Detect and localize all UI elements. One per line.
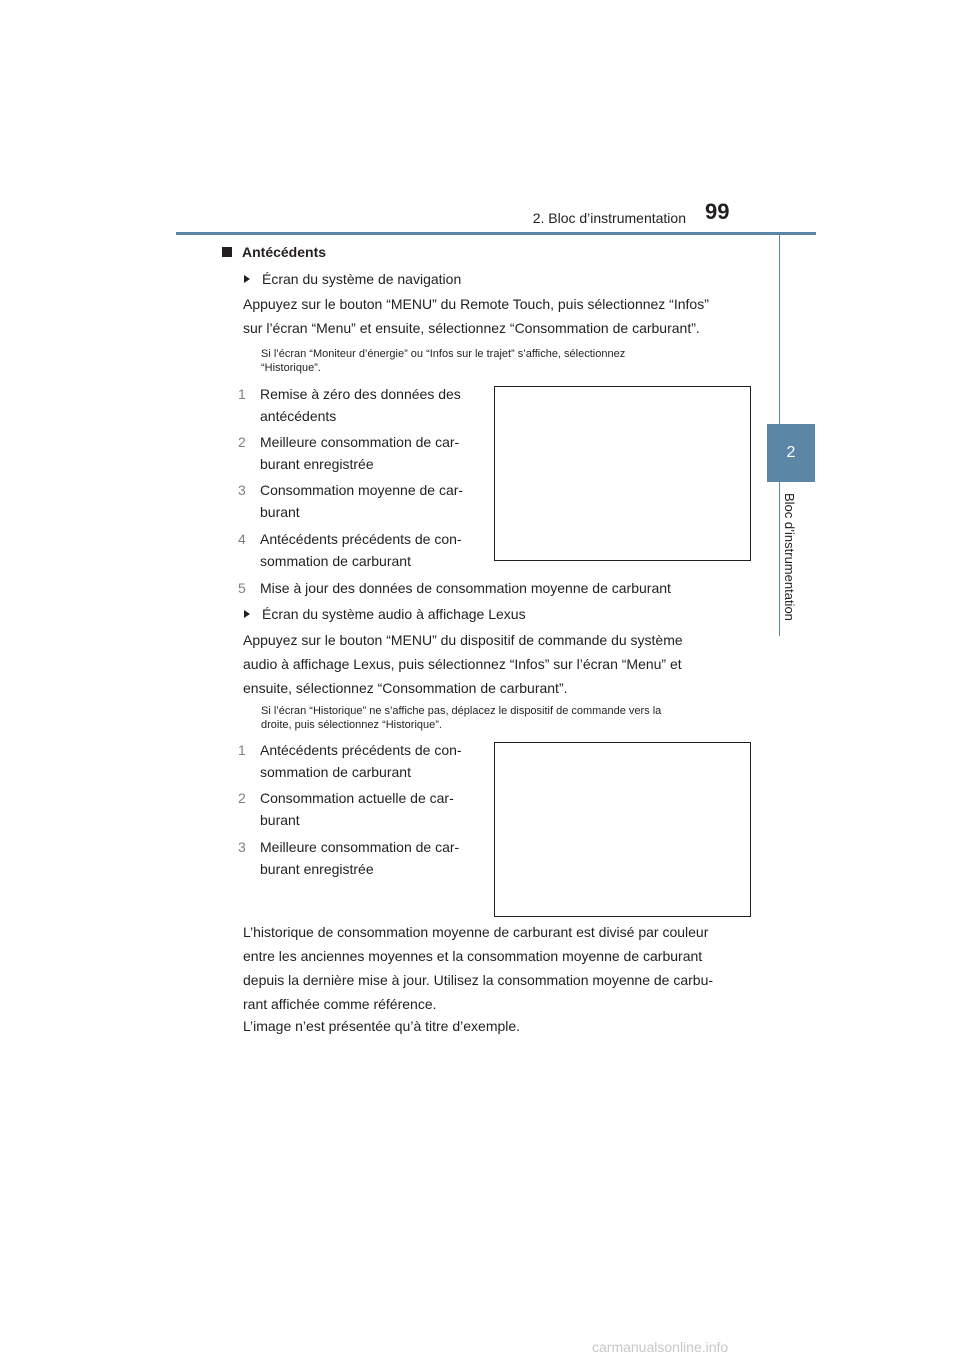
audio-item-line: sommation de carburant [260, 764, 411, 780]
header-title: 2. Bloc d’instrumentation [532, 210, 686, 226]
audio-item-number: 2 [238, 790, 246, 806]
closing-line: rant affichée comme référence. [243, 996, 437, 1012]
audio-subheading [244, 606, 526, 622]
section-heading-text: Antécédents [242, 244, 327, 260]
closing-line: L’historique de consommation moyenne de carburant est divisé par couleur [243, 924, 709, 940]
nav-item-number: 5 [238, 580, 246, 596]
audio-instructions [243, 628, 745, 700]
triangle-bullet-icon [244, 275, 250, 283]
triangle-bullet-icon [244, 610, 250, 618]
nav-subheading-text: Écran du système de navigation [262, 271, 462, 287]
audio-subheading-text: Écran du système audio à affichage Lexus [262, 606, 526, 622]
nav-item-line: antécédents [260, 408, 337, 424]
nav-instructions-line: Appuyez sur le bouton “MENU” du Remote Touch, puis sélectionnez “Infos” [243, 296, 709, 312]
nav-item-line: Remise à zéro des données des [260, 386, 461, 402]
footer-watermark: carmanualsonline.info [592, 1339, 729, 1355]
nav-item [260, 528, 478, 572]
nav-item-line: sommation de carburant [260, 553, 411, 569]
section-heading [222, 244, 326, 260]
chapter-tab [767, 424, 815, 482]
nav-item [260, 431, 478, 475]
nav-note [261, 347, 745, 375]
audio-note-line: Si l’écran “Historique” ne s’affiche pas, déplacez le dispositif de commande vers la [261, 705, 662, 717]
audio-item-number: 1 [238, 742, 246, 758]
chapter-tab-number: 2 [786, 444, 796, 461]
nav-item [260, 479, 478, 523]
nav-item-number: 1 [238, 386, 246, 402]
nav-item-line: burant [260, 504, 300, 520]
closing-paragraph [243, 920, 745, 1016]
audio-note [261, 704, 745, 732]
audio-item [260, 836, 478, 880]
nav-item-line: Mise à jour des données de consommation moyenne de carburant [260, 580, 671, 596]
audio-item-number: 3 [238, 839, 246, 855]
audio-item [260, 739, 478, 783]
audio-screen-image [494, 742, 751, 917]
nav-item-number: 3 [238, 482, 246, 498]
page-number: 99 [705, 199, 730, 224]
nav-item [260, 383, 478, 427]
square-bullet-icon [222, 247, 232, 257]
audio-item [260, 787, 478, 831]
header-rule [176, 232, 816, 235]
nav-note-line: “Historique”. [261, 362, 321, 374]
audio-item-line: burant enregistrée [260, 861, 374, 877]
audio-item-line: burant [260, 812, 300, 828]
audio-instructions-line: audio à affichage Lexus, puis sélectionnez “Infos” sur l’écran “Menu” et [243, 656, 682, 672]
chapter-tab-label: Bloc d’instrumentation [782, 493, 797, 621]
example-note: L’image n’est présentée qu’à titre d’exemple. [243, 1018, 521, 1034]
nav-item-line: burant enregistrée [260, 456, 374, 472]
nav-item-line: Meilleure consommation de car- [260, 434, 460, 450]
nav-item-number: 4 [238, 531, 246, 547]
nav-item-line: Antécédents précédents de con- [260, 531, 462, 547]
nav-item-number: 2 [238, 434, 246, 450]
audio-instructions-line: ensuite, sélectionnez “Consommation de carburant”. [243, 680, 568, 696]
audio-item-line: Antécédents précédents de con- [260, 742, 462, 758]
audio-instructions-line: Appuyez sur le bouton “MENU” du dispositif de commande du système [243, 632, 683, 648]
audio-item-line: Meilleure consommation de car- [260, 839, 460, 855]
audio-item-line: Consommation actuelle de car- [260, 790, 454, 806]
nav-instructions [243, 292, 745, 340]
closing-line: entre les anciennes moyennes et la consommation moyenne de carburant [243, 948, 703, 964]
nav-item-line: Consommation moyenne de car- [260, 482, 464, 498]
nav-screen-image [494, 386, 751, 561]
nav-note-line: Si l’écran “Moniteur d’énergie” ou “Infos sur le trajet” s’affiche, sélectionnez [261, 348, 626, 360]
nav-subheading [244, 271, 461, 287]
nav-instructions-line: sur l’écran “Menu” et ensuite, sélectionnez “Consommation de carburant”. [243, 320, 700, 336]
audio-note-line: droite, puis sélectionnez “Historique”. [261, 719, 442, 731]
nav-item [260, 577, 750, 599]
closing-line: depuis la dernière mise à jour. Utilisez la consommation moyenne de carbu- [243, 972, 714, 988]
